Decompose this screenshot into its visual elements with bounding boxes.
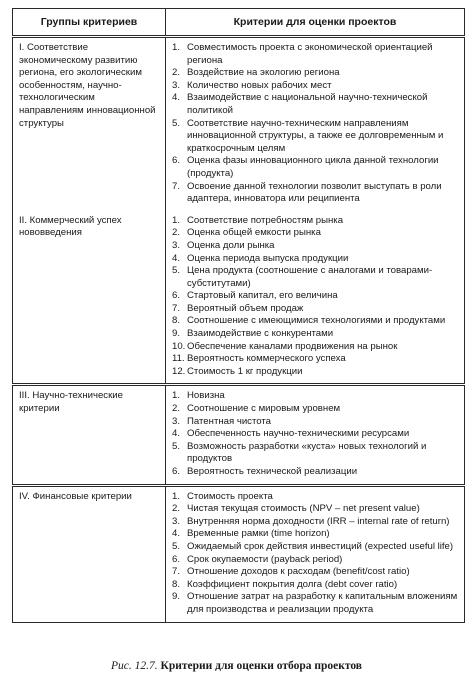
item-number: 7. (172, 180, 181, 192)
item-text: Стоимость 1 кг продукции (187, 365, 303, 377)
item-text: Вероятный объем продаж (187, 302, 304, 314)
list-item (172, 591, 458, 616)
criteria-cell (166, 37, 465, 211)
item-number: 7. (172, 566, 181, 578)
item-number: 4. (172, 92, 181, 104)
table-row (13, 485, 465, 622)
item-text: Отношение затрат на разработку к капитальным вложениям для производства и реализации продукта (187, 591, 458, 615)
list-item (172, 579, 458, 592)
list-item (172, 390, 458, 403)
item-text: Временные рамки (time horizon) (187, 528, 330, 540)
item-text: Соответствие научно-техническим направлениям инновационной структуры, а также ее долговременным и краткосрочным целям (187, 117, 444, 154)
header-criteria: Критерии для оценки проектов (166, 9, 465, 37)
item-text: Оценка общей емкости рынка (187, 227, 321, 239)
item-number: 4. (172, 252, 181, 264)
list-item (172, 92, 458, 117)
criteria-group: II. Коммерческий успех нововведения (13, 211, 166, 385)
list-item (172, 303, 458, 316)
item-number: 1. (172, 390, 181, 402)
item-text: Обеспечение каналами продвижения на рынок (187, 340, 398, 352)
item-text: Совместимость проекта с экономической ориентацией региона (187, 42, 433, 66)
item-text: Взаимодействие с конкурентами (187, 328, 334, 340)
list-item (172, 181, 458, 206)
item-number: 4. (172, 528, 181, 540)
item-number: 1. (172, 42, 181, 53)
item-text: Отношение доходов к расходам (benefit/cost ratio) (187, 566, 410, 578)
list-item (172, 541, 458, 554)
list-item (172, 341, 458, 354)
figure-caption (0, 660, 473, 672)
item-number: 7. (172, 302, 181, 314)
list-item (172, 118, 458, 156)
list-item (172, 466, 458, 479)
list-item (172, 353, 458, 366)
item-text: Внутренняя норма доходности (IRR – internal rate of return) (187, 515, 450, 527)
list-item (172, 328, 458, 341)
list-item (172, 441, 458, 466)
item-text: Вероятность технической реализации (187, 466, 358, 477)
list-item (172, 416, 458, 429)
table-row (13, 385, 465, 485)
item-text: Срок окупаемости (payback period) (187, 553, 343, 565)
item-number: 5. (172, 117, 181, 129)
item-number: 10. (172, 340, 186, 352)
item-text: Патентная чистота (187, 415, 272, 427)
item-number: 9. (172, 591, 181, 603)
item-number: 6. (172, 290, 181, 302)
list-item (172, 516, 458, 529)
item-text: Цена продукта (соотношение с аналогами и товарами-субститутами) (187, 265, 433, 289)
item-text: Оценка доли рынка (187, 239, 275, 251)
item-text: Соотношение с мировым уровнем (187, 403, 341, 415)
list-item (172, 80, 458, 93)
list-item (172, 227, 458, 240)
item-text: Оценка периода выпуска продукции (187, 252, 349, 264)
item-number: 12. (172, 365, 186, 377)
item-number: 6. (172, 466, 181, 477)
item-number: 9. (172, 328, 181, 340)
list-item (172, 42, 458, 67)
criteria-cell (166, 385, 465, 485)
criteria-list (172, 390, 458, 478)
item-text: Взаимодействие с национальной научно-технической политикой (187, 92, 428, 116)
item-number: 6. (172, 155, 181, 167)
item-text: Возможность разработки «куста» новых технологий и продуктов (187, 440, 427, 465)
item-number: 8. (172, 578, 181, 590)
item-number: 2. (172, 403, 181, 415)
list-item (172, 566, 458, 579)
criteria-cell (166, 211, 465, 385)
list-item (172, 403, 458, 416)
caption-label: Рис. 12.7. (110, 660, 158, 672)
item-number: 1. (172, 490, 181, 502)
list-item (172, 155, 458, 180)
item-number: 1. (172, 214, 181, 226)
list-item (172, 265, 458, 290)
item-number: 5. (172, 440, 181, 452)
item-number: 3. (172, 515, 181, 527)
item-number: 5. (172, 540, 181, 552)
item-text: Количество новых рабочих мест (187, 79, 332, 91)
item-text: Стартовый капитал, его величина (187, 290, 338, 302)
list-item (172, 315, 458, 328)
criteria-table (12, 8, 465, 623)
caption-title: Критерии для оценки отбора проектов (160, 660, 363, 672)
criteria-group: III. Научно-технические критерии (13, 385, 166, 485)
criteria-group: IV. Финансовые критерии (13, 485, 166, 622)
item-number: 6. (172, 553, 181, 565)
criteria-list (172, 215, 458, 379)
item-text: Соотношение с имеющимися технологиями и продуктами (187, 315, 446, 327)
table-body (13, 37, 465, 623)
list-item (172, 215, 458, 228)
item-text: Стоимость проекта (187, 490, 273, 502)
list-item (172, 240, 458, 253)
item-number: 2. (172, 227, 181, 239)
item-number: 5. (172, 265, 181, 277)
header-groups: Группы критериев (13, 9, 166, 37)
list-item (172, 528, 458, 541)
list-item (172, 428, 458, 441)
item-number: 3. (172, 415, 181, 427)
criteria-list (172, 491, 458, 617)
item-number: 3. (172, 239, 181, 251)
item-text: Оценка фазы инновационного цикла данной технологии (продукта) (187, 155, 439, 179)
item-text: Коэффициент покрытия долга (debt cover ratio) (187, 578, 398, 590)
item-text: Обеспеченность научно-техническими ресурсами (187, 428, 410, 440)
list-item (172, 366, 458, 379)
list-item (172, 290, 458, 303)
table-row (13, 37, 465, 211)
list-item (172, 503, 458, 516)
item-text: Соответствие потребностям рынка (187, 214, 344, 226)
criteria-cell (166, 485, 465, 622)
item-text: Новизна (187, 390, 225, 402)
item-text: Вероятность коммерческого успеха (187, 353, 346, 365)
item-number: 11. (172, 353, 185, 365)
item-text: Ожидаемый срок действия инвестиций (expected useful life) (187, 540, 454, 552)
item-text: Чистая текущая стоимость (NPV – net present value) (187, 503, 420, 515)
criteria-group: I. Соответствие экономическому развитию региона, его экологическим особенностям, научно-технологическим направлениям инновационной структуры (13, 37, 166, 211)
item-number: 2. (172, 503, 181, 515)
table-row (13, 211, 465, 385)
item-number: 3. (172, 79, 181, 91)
criteria-list (172, 42, 458, 206)
item-number: 2. (172, 67, 181, 79)
item-text: Освоение данной технологии позволит выступать в роли адаптера, инноватора или реципиента (187, 180, 442, 205)
item-text: Воздействие на экологию региона (187, 67, 340, 79)
item-number: 8. (172, 315, 181, 327)
table-header-row (13, 9, 465, 37)
item-number: 4. (172, 428, 181, 440)
list-item (172, 491, 458, 504)
list-item (172, 67, 458, 80)
list-item (172, 253, 458, 266)
list-item (172, 554, 458, 567)
